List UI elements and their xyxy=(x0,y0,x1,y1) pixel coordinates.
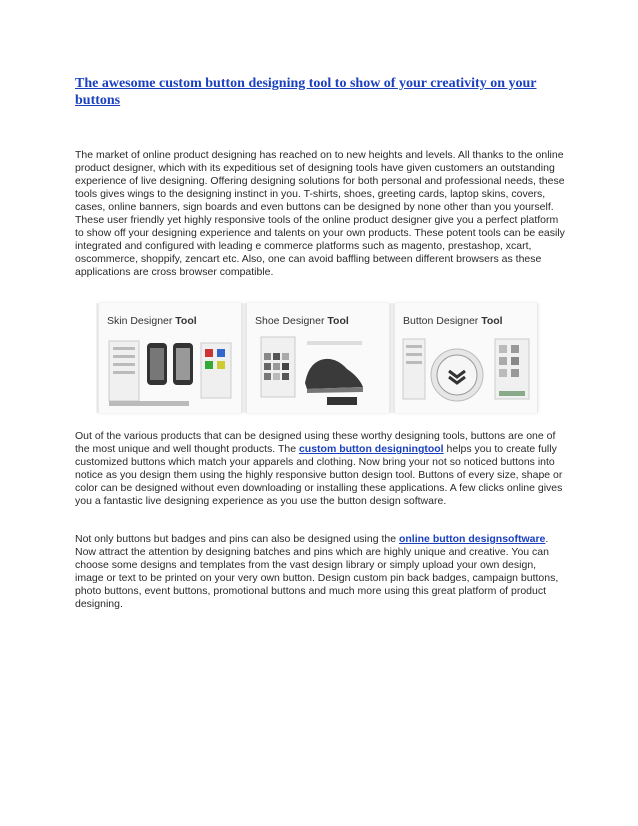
shoe-designer-preview xyxy=(247,303,389,413)
badges-paragraph-text-1: Not only buttons but badges and pins can also be designed using the xyxy=(75,533,399,545)
badges-paragraph xyxy=(75,533,565,611)
button-designer-panel xyxy=(394,303,538,413)
designer-tools-banner xyxy=(96,303,538,413)
page-title: The awesome custom button designing tool to show of your creativity on your buttons xyxy=(75,76,537,108)
buttons-paragraph-text-2: helps you to create fully customized buttons which match your apparels and clothing. Now bring your not so noticed buttons into notice as you design them using the highly responsive button design tool. Buttons of every size, shape or color can be designed without even downloading or installing these applications. A few clicks online gives you a fantastic live designing experience as you use the button design software. xyxy=(75,443,563,507)
skin-designer-title: Skin Designer Tool xyxy=(107,315,197,327)
skin-designer-preview xyxy=(99,303,241,413)
shoe-designer-title: Shoe Designer Tool xyxy=(255,315,349,327)
skin-designer-panel xyxy=(98,303,242,413)
buttons-paragraph-text-1: Out of the various products that can be designed using these worthy designing tools, buttons are one of the most unique and well thought products. The xyxy=(75,430,556,455)
custom-button-designing-tool-link[interactable]: custom button designingtool xyxy=(298,443,444,455)
button-designer-preview xyxy=(395,303,537,413)
intro-paragraph: The market of online product designing has reached on to new heights and levels. All thanks to the online product designer, which with its expeditious set of designing tools have given customers an outstanding experience of live designing. Offering designing solutions for both personal and professional needs, these tools gives wings to the designing instinct in you. T-shirts, shoes, greeting cards, laptop skins, covers, cases, online banners, sign boards and even buttons can be designed by none other than you yourself. These user friendly yet highly responsive tools of the online product designer give you a perfect platform to show off your designing experience and talents on your own products. These potent tools can be easily integrated and configured with leading e commerce platforms such as magento, prestashop, xcart, oscommerce, shoppify, zencart etc. Also, one can avoid baffling between different browsers as these applications are cross browser compatible. xyxy=(75,149,565,278)
buttons-paragraph xyxy=(75,430,565,508)
badges-paragraph-text-2: . Now attract the attention by designing batches and pins which are highly unique and creative. You can choose some designs and templates from the vast design library or simply upload your own design, image or text to be printed on your very own button. Design custom pin back badges, campaign buttons, photo buttons, event buttons, promotional buttons and much more using this great platform of product designing. xyxy=(75,533,559,610)
shoe-designer-panel xyxy=(246,303,390,413)
button-designer-title: Button Designer Tool xyxy=(403,315,503,327)
online-button-design-software-link[interactable]: online button designsoftware xyxy=(398,533,546,545)
